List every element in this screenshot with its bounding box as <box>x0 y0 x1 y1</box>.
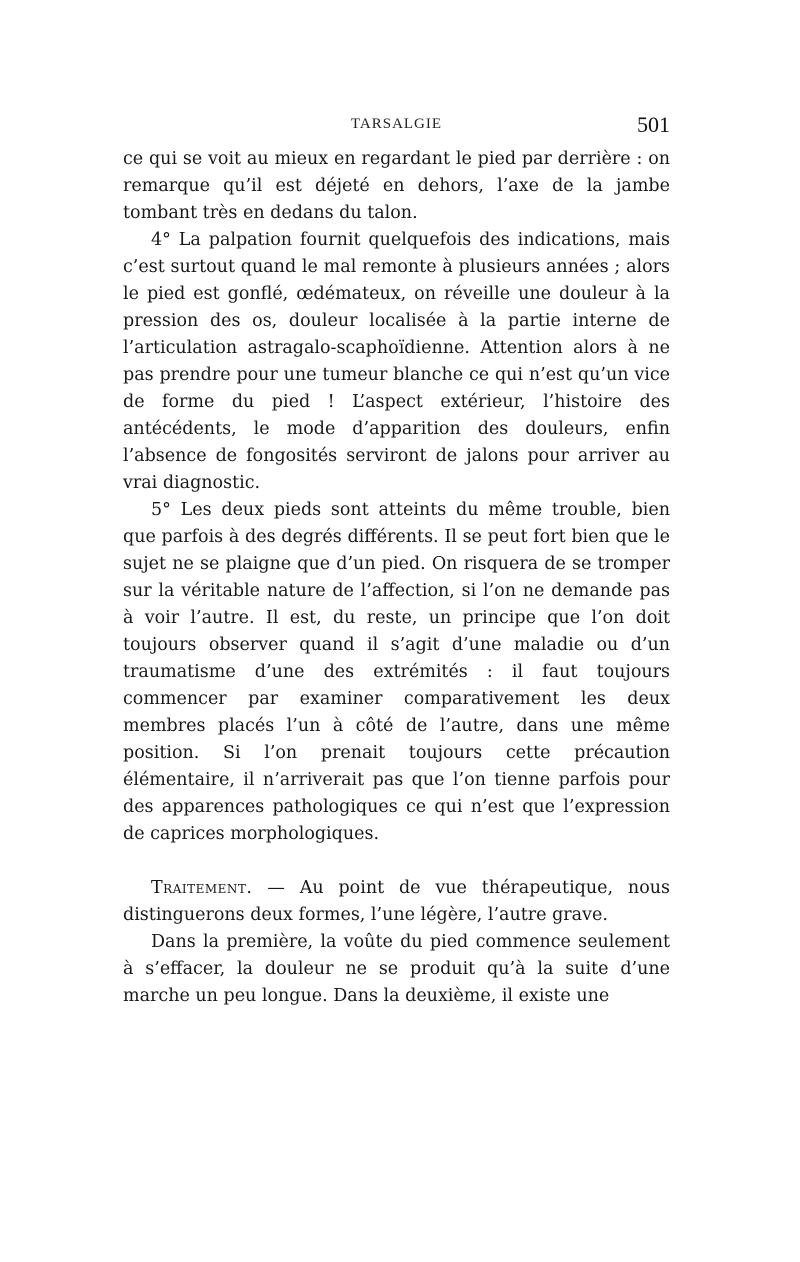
treatment-heading: Traitement. <box>151 878 253 898</box>
paragraph-first-form: Dans la première, la voûte du pied commence seulement à s’effacer, la douleur ne se produit qu’à la suite d’une marche un peu longue. Dans la deuxième, il existe une <box>123 932 670 1006</box>
page-number: 501 <box>637 112 670 137</box>
treatment-text: — Au point de vue thérapeutique, nous distinguerons deux formes, l’une légère, l’autre grave. <box>123 878 670 925</box>
running-head <box>123 112 670 142</box>
running-title: TARSALGIE <box>350 116 443 132</box>
body-text <box>123 146 670 1010</box>
paragraph-both-feet: 5° Les deux pieds sont atteints du même trouble, bien que parfois à des degrés différents. Il se peut fort bien que le sujet ne se plaigne que d’un pied. On risquera de se tromper sur la véritable nature de l’affection, si l’on ne demande pas à voir l’autre. Il est, du reste, un principe que l’on doit toujours observer quand il s’agit d’une maladie ou d’un traumatisme d’une des extrémités : il faut toujours commencer par examiner comparativement les deux membres placés l’un à côté de l’autre, dans une même position. Si l’on prenait toujours cette précaution élémentaire, il n’arriverait pas que l’on tienne parfois pour des apparences pathologiques ce qui n’est que l’expression de caprices morphologiques. <box>123 500 670 844</box>
paragraph-treatment <box>123 875 670 929</box>
paragraph-continuation: ce qui se voit au mieux en regardant le pied par derrière : on remarque qu’il est déjeté en dehors, l’axe de la jambe tombant très en dedans du talon. <box>123 149 670 223</box>
paragraph-palpation: 4° La palpation fournit quelquefois des indications, mais c’est surtout quand le mal remonte à plusieurs années ; alors le pied est gonflé, œdémateux, on réveille une douleur à la pression des os, douleur localisée à la partie interne de l’articulation astragalo-scaphoïdienne. Attention alors à ne pas prendre pour une tumeur blanche ce qui n’est qu’un vice de forme du pied ! L’aspect extérieur, l’histoire des antécédents, le mode d’apparition des douleurs, enfin l’absence de fongosités serviront de jalons pour arriver au vrai diagnostic. <box>123 230 670 493</box>
